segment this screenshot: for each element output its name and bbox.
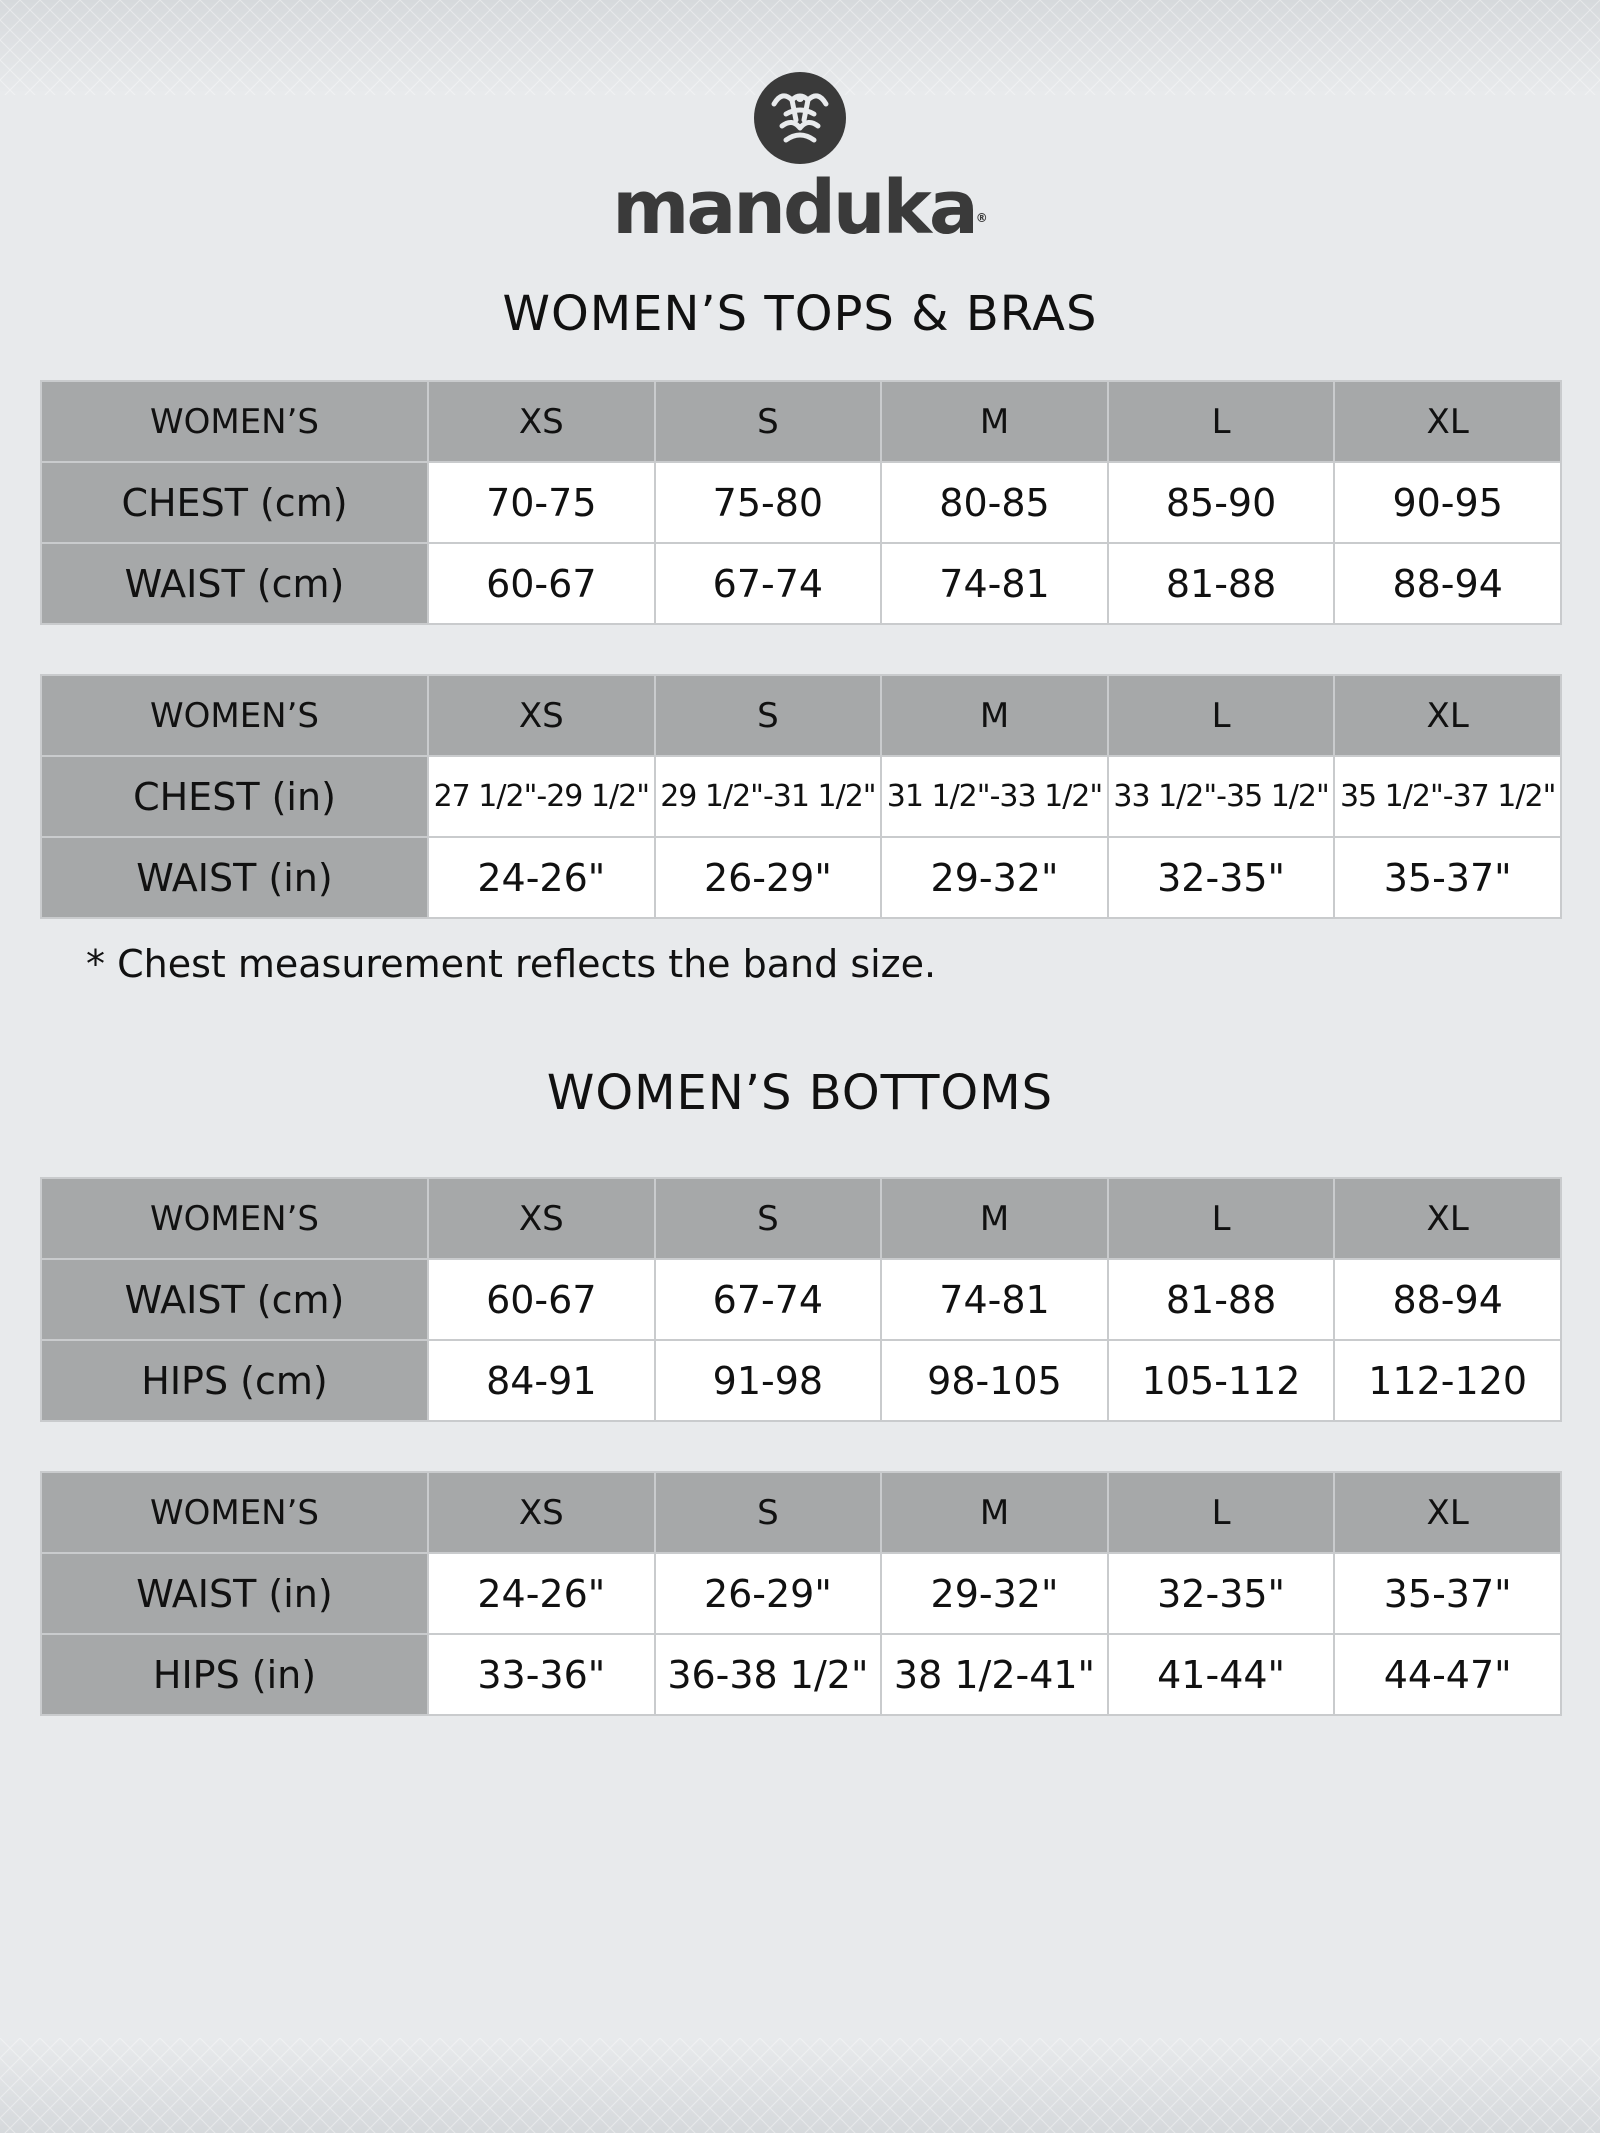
table-row [41, 543, 1561, 624]
tops-section-title: WOMEN’S TOPS & BRAS [502, 286, 1098, 342]
value-cell: 27 1/2"-29 1/2" [428, 756, 655, 837]
header-cell: S [655, 1178, 882, 1259]
value-cell: 32-35" [1108, 1553, 1335, 1634]
value-cell: 105-112 [1108, 1340, 1335, 1421]
header-cell: L [1108, 1178, 1335, 1259]
value-cell: 60-67 [428, 1259, 655, 1340]
value-cell: 90-95 [1334, 462, 1561, 543]
table-row [41, 462, 1561, 543]
row-label: WAIST (cm) [41, 543, 428, 624]
bottom-pattern-band [0, 2038, 1600, 2133]
header-cell: XS [428, 1178, 655, 1259]
value-cell: 80-85 [881, 462, 1108, 543]
header-cell: M [881, 675, 1108, 756]
value-cell: 75-80 [655, 462, 882, 543]
header-cell: XL [1334, 381, 1561, 462]
header-cell: M [881, 381, 1108, 462]
value-cell: 33 1/2"-35 1/2" [1108, 756, 1335, 837]
chest-footnote: * Chest measurement reflects the band size. [86, 942, 937, 986]
bottoms-cm-table [40, 1177, 1562, 1422]
row-label: WAIST (in) [41, 1553, 428, 1634]
value-cell: 70-75 [428, 462, 655, 543]
bottoms-section-title: WOMEN’S BOTTOMS [546, 1065, 1054, 1121]
header-cell: WOMEN’S [41, 1178, 428, 1259]
table-header-row [41, 1472, 1561, 1553]
value-cell: 98-105 [881, 1340, 1108, 1421]
value-cell: 29-32" [881, 1553, 1108, 1634]
table-row [41, 1553, 1561, 1634]
value-cell: 91-98 [655, 1340, 882, 1421]
header-cell: L [1108, 675, 1335, 756]
value-cell: 67-74 [655, 1259, 882, 1340]
row-label: HIPS (cm) [41, 1340, 428, 1421]
value-cell: 32-35" [1108, 837, 1335, 918]
value-cell: 81-88 [1108, 1259, 1335, 1340]
value-cell: 29-32" [881, 837, 1108, 918]
value-cell: 67-74 [655, 543, 882, 624]
header-cell: WOMEN’S [41, 381, 428, 462]
table-row [41, 1634, 1561, 1715]
table-header-row [41, 675, 1561, 756]
value-cell: 35 1/2"-37 1/2" [1334, 756, 1561, 837]
header-cell: WOMEN’S [41, 1472, 428, 1553]
table-header-row [41, 1178, 1561, 1259]
table-row [41, 1340, 1561, 1421]
header-cell: M [881, 1178, 1108, 1259]
bottoms-in-table [40, 1471, 1562, 1716]
value-cell: 88-94 [1334, 1259, 1561, 1340]
header-cell: S [655, 675, 882, 756]
value-cell: 38 1/2-41" [881, 1634, 1108, 1715]
value-cell: 85-90 [1108, 462, 1335, 543]
table-row [41, 1259, 1561, 1340]
value-cell: 74-81 [881, 543, 1108, 624]
value-cell: 88-94 [1334, 543, 1561, 624]
header-cell: S [655, 381, 882, 462]
row-label: CHEST (cm) [41, 462, 428, 543]
header-cell: M [881, 1472, 1108, 1553]
header-cell: XS [428, 675, 655, 756]
table-header-row [41, 381, 1561, 462]
row-label: CHEST (in) [41, 756, 428, 837]
value-cell: 26-29" [655, 837, 882, 918]
value-cell: 24-26" [428, 837, 655, 918]
header-cell: XL [1334, 1178, 1561, 1259]
value-cell: 35-37" [1334, 1553, 1561, 1634]
value-cell: 35-37" [1334, 837, 1561, 918]
value-cell: 29 1/2"-31 1/2" [655, 756, 882, 837]
value-cell: 84-91 [428, 1340, 655, 1421]
value-cell: 26-29" [655, 1553, 882, 1634]
row-label: HIPS (in) [41, 1634, 428, 1715]
value-cell: 33-36" [428, 1634, 655, 1715]
header-cell: XL [1334, 1472, 1561, 1553]
diamond-pattern-icon [0, 2038, 1600, 2133]
header-cell: L [1108, 381, 1335, 462]
value-cell: 24-26" [428, 1553, 655, 1634]
value-cell: 74-81 [881, 1259, 1108, 1340]
header-cell: S [655, 1472, 882, 1553]
tops-in-table [40, 674, 1562, 919]
header-cell: L [1108, 1472, 1335, 1553]
table-row [41, 837, 1561, 918]
table-row [41, 756, 1561, 837]
brand-logo [0, 70, 1600, 251]
tops-cm-table [40, 380, 1562, 625]
manduka-frog-emblem-icon [752, 70, 848, 166]
header-cell: XS [428, 381, 655, 462]
value-cell: 41-44" [1108, 1634, 1335, 1715]
value-cell: 44-47" [1334, 1634, 1561, 1715]
value-cell: 31 1/2"-33 1/2" [881, 756, 1108, 837]
value-cell: 60-67 [428, 543, 655, 624]
header-cell: XL [1334, 675, 1561, 756]
row-label: WAIST (in) [41, 837, 428, 918]
brand-wordmark: manduka® [612, 165, 988, 251]
value-cell: 112-120 [1334, 1340, 1561, 1421]
value-cell: 36-38 1/2" [655, 1634, 882, 1715]
header-cell: WOMEN’S [41, 675, 428, 756]
header-cell: XS [428, 1472, 655, 1553]
row-label: WAIST (cm) [41, 1259, 428, 1340]
value-cell: 81-88 [1108, 543, 1335, 624]
